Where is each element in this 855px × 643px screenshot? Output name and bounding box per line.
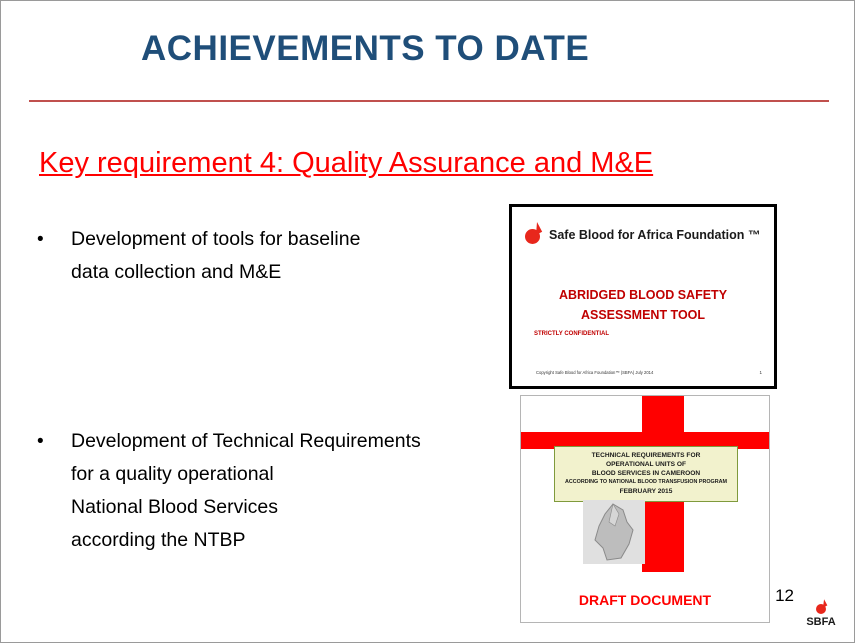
- page-title: ACHIEVEMENTS TO DATE: [141, 29, 590, 68]
- document-title-line-3: BLOOD SERVICES IN CAMEROON: [591, 470, 701, 477]
- slide-page-number: 12: [775, 586, 794, 605]
- confidential-notice: STRICTLY CONFIDENTIAL: [534, 331, 610, 337]
- document-heading-line-2: ASSESSMENT TOOL: [580, 308, 706, 322]
- copyright-notice: Copyright Safe Blood for Africa Foundation™ (SBFA) July 2014: [536, 370, 654, 375]
- bullet-group-1: [37, 223, 477, 289]
- bullet-marker: •: [37, 229, 44, 250]
- sbfa-footer-logo: [799, 600, 843, 628]
- bullet-text: [71, 425, 507, 557]
- blood-drop-icon: [524, 223, 541, 246]
- document-heading: [512, 285, 774, 325]
- list-item: [37, 223, 477, 289]
- document-title-box: [554, 446, 738, 502]
- document-page-number: 1: [759, 370, 762, 375]
- sbfa-logo-lockup: [524, 223, 760, 246]
- bullet-line: for a quality operational: [71, 463, 274, 485]
- bullet-line: National Blood Services: [71, 496, 279, 518]
- document-thumbnail-abridged-tool: [509, 204, 777, 389]
- bullet-group-2: [37, 425, 507, 557]
- document-title-line-5: FEBRUARY 2015: [619, 488, 673, 495]
- bullet-marker: •: [37, 431, 44, 452]
- bullet-line: Development of tools for baseline: [71, 228, 361, 250]
- slide-subtitle: Key requirement 4: Quality Assurance and M&E: [39, 147, 654, 179]
- document-title-line-2: OPERATIONAL UNITS OF: [606, 461, 686, 468]
- bullet-line: Development of Technical Requirements: [71, 430, 421, 452]
- bullet-line: data collection and M&E: [71, 261, 282, 283]
- draft-document-label: DRAFT DOCUMENT: [578, 592, 712, 608]
- blood-drop-icon: [816, 600, 827, 615]
- document-title-line-4: ACCORDING TO NATIONAL BLOOD TRANSFUSION PROGRAM: [564, 479, 727, 485]
- document-thumbnail-technical-requirements: [520, 395, 770, 623]
- document-heading-line-1: ABRIDGED BLOOD SAFETY: [558, 288, 728, 302]
- bullet-text: [71, 223, 477, 289]
- bullet-line: according the NTBP: [71, 529, 246, 551]
- sbfa-logo-label: SBFA: [806, 616, 836, 628]
- document-title-line-1: TECHNICAL REQUIREMENTS FOR: [591, 452, 701, 459]
- title-divider: [29, 100, 829, 102]
- logo-text: Safe Blood for Africa Foundation ™: [549, 227, 761, 242]
- list-item: [37, 425, 507, 557]
- cameroon-map-image: [583, 500, 645, 564]
